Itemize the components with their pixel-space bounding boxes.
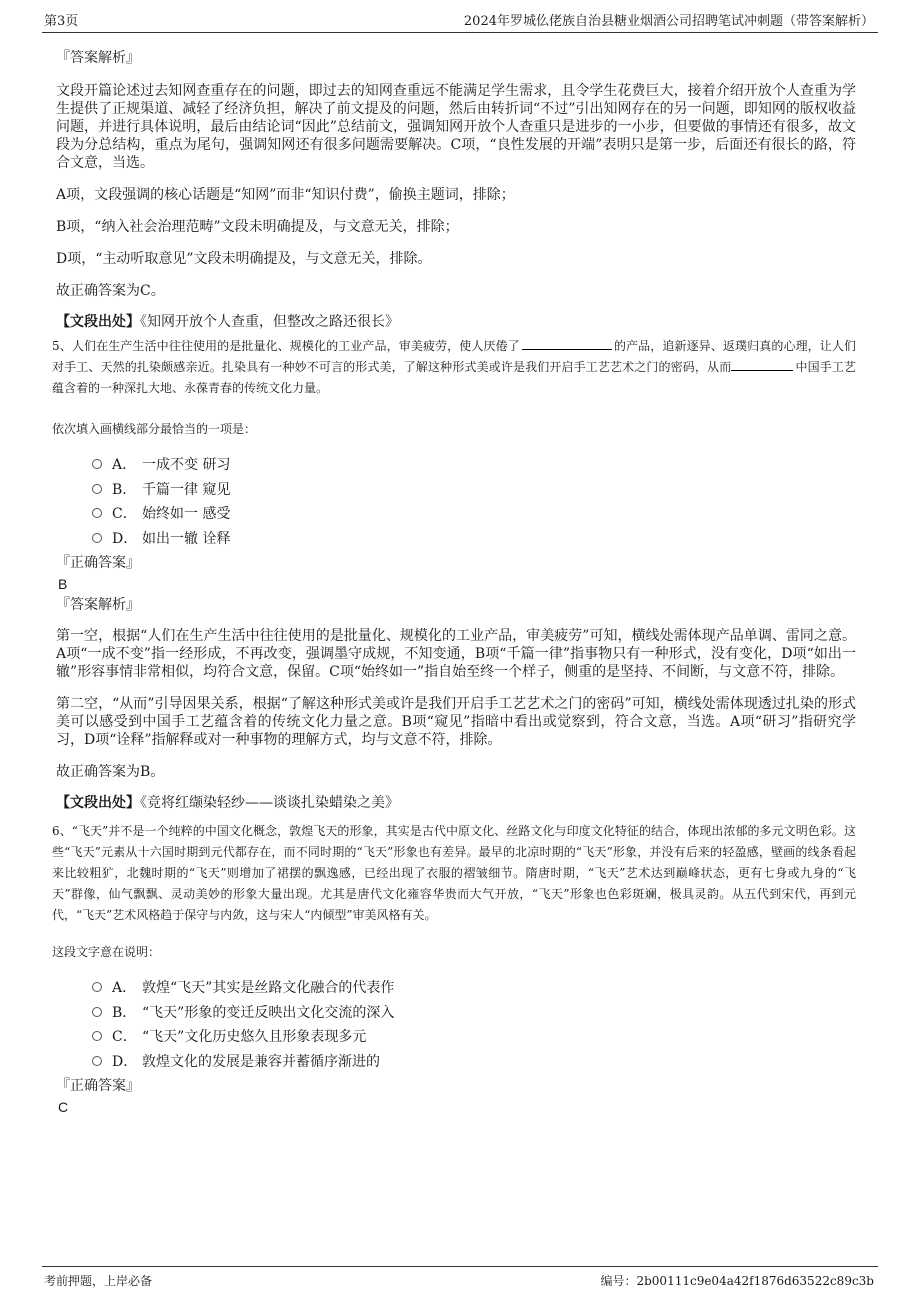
- option-text: 千篇一律 窥见: [142, 481, 231, 498]
- question-6-prompt: 这段文字意在说明：: [52, 945, 161, 959]
- option-letter: C．: [112, 506, 137, 522]
- question-6-stem: 6、“飞天”并不是一个纯粹的中国文化概念，敦煌飞天的形象，其实是古代中原文化、丝路文化与印度文化特征的结合，体现出浓郁的多元文明色彩。这些“飞天”元素从十六国时期到元代都存在，而不同时期的“飞天”形象也有差异。最早的北凉时期的“飞天”形象，并没有后来的轻盈感，壁画的线条看起来比较粗犷，北魏时期的“飞天”则增加了裙摆的飘逸感，已经出现了衣服的褶皱细节。隋唐时期，“飞天”艺术达到巅峰状态，更有七身或九身的“飞天”群像，仙气飘飘、灵动美妙的形象大量出现。尤其是唐代文化雍容华贵而大气开放，“飞天”形象也色彩斑斓，极具灵韵。从五代到宋代，再到元代，“飞天”艺术风格趋于保守与内敛，这与宋人“内倾型”审美风格有关。: [52, 824, 856, 922]
- radio-icon[interactable]: [92, 484, 102, 494]
- stem-text: 中国手工艺蕴含着的一种深扎大地、永葆青春的传统文化力量。: [52, 360, 856, 395]
- analysis-conclusion: 故正确答案为C。: [56, 283, 165, 299]
- option-d[interactable]: [92, 1050, 856, 1075]
- option-text: “飞天”文化历史悠久且形象表现多元: [142, 1029, 367, 1045]
- radio-icon[interactable]: [92, 533, 102, 543]
- option-d[interactable]: [92, 527, 856, 552]
- correct-answer: B: [58, 576, 68, 592]
- source-title: 《竞将红缬染轻纱——谈谈扎染蜡染之美》: [140, 795, 399, 811]
- correct-answer-label: 『正确答案』: [56, 555, 140, 571]
- source-line: [56, 793, 856, 813]
- option-text: 如出一辙 诠释: [142, 530, 231, 547]
- analysis-label: 『答案解析』: [56, 50, 140, 66]
- option-text: 一成不变 研习: [142, 457, 231, 473]
- fill-blank: [731, 358, 793, 371]
- radio-icon[interactable]: [92, 508, 102, 518]
- option-a[interactable]: [92, 453, 856, 478]
- radio-icon[interactable]: [92, 459, 102, 469]
- question-5-stem: [52, 336, 856, 399]
- analysis-paragraph: 文段开篇论述过去知网查重存在的问题，即过去的知网查重远不能满足学生需求，且令学生花费巨大，接着介绍开放个人查重为学生提供了正规渠道、减轻了经济负担，解决了前文提及的问题，然后由转折词“不过”引出知网存在的另一问题，即知网的版权收益问题，并进行具体说明，最后由结论词“因此”总结前文，强调知网开放个人查重只是进步的一小步，但要做的事情还有很多，故文段为分总结构，重点为尾句，强调知网还有很多问题需要解决。C项，“良性发展的开端”表明只是第一步，后面还有很长的路，符合文意，当选。: [56, 83, 856, 171]
- source-title: 《知网开放个人查重，但整改之路还很长》: [140, 314, 399, 330]
- analysis-paragraph: D项，“主动听取意见”文段未明确提及，与文意无关，排除。: [56, 251, 432, 267]
- option-letter: C．: [112, 1029, 137, 1045]
- page-footer: [42, 1266, 878, 1289]
- question-5-prompt: 依次填入画横线部分最恰当的一项是：: [52, 422, 257, 436]
- option-c[interactable]: [92, 1025, 856, 1050]
- fill-blank: [522, 337, 612, 350]
- option-letter: D．: [112, 530, 138, 547]
- stem-text: 5、人们在生产生活中往往使用的是批量化、规模化的工业产品，审美疲劳，使人厌倦了: [52, 339, 520, 353]
- option-letter: B．: [112, 1004, 137, 1021]
- option-text: 敦煌文化的发展是兼容并蓄循序渐进的: [142, 1053, 380, 1070]
- analysis-conclusion: 故正确答案为B。: [56, 764, 165, 780]
- page-number: 第3页: [44, 14, 79, 29]
- document-title: 2024年罗城仫佬族自治县糖业烟酒公司招聘笔试冲刺题（带答案解析）: [463, 14, 874, 29]
- option-letter: D．: [112, 1053, 138, 1070]
- option-text: 始终如一 感受: [142, 506, 231, 522]
- option-text: “飞天”形象的变迁反映出文化交流的深入: [142, 1004, 395, 1021]
- source-tag: 【文段出处】: [56, 795, 140, 811]
- correct-answer-label: 『正确答案』: [56, 1078, 140, 1094]
- radio-icon[interactable]: [92, 1056, 102, 1066]
- source-tag: 【文段出处】: [56, 314, 140, 330]
- option-c[interactable]: [92, 502, 856, 527]
- question-6-options: [92, 976, 856, 1074]
- question-5-options: [92, 453, 856, 551]
- analysis-label: 『答案解析』: [56, 597, 140, 613]
- analysis-paragraph: 第一空，根据“人们在生产生活中往往使用的是批量化、规模化的工业产品，审美疲劳”可知，横线处需体现产品单调、雷同之意。A项“一成不变”指一经形成，不再改变，强调墨守成规，不知变通，B项“千篇一律”指事物只有一种形式，没有变化，D项“如出一辙”形容事情非常相似，均符合文意，保留。C项“始终如一”指自始至终一个样子，侧重的是坚持、不间断，与文意不符，排除。: [56, 628, 856, 680]
- option-letter: B．: [112, 481, 137, 498]
- radio-icon[interactable]: [92, 1031, 102, 1041]
- analysis-paragraph: 第二空，“从而”引导因果关系，根据“了解这种形式美或许是我们开启手工艺艺术之门的密码”可知，横线处需体现透过扎染的形式美可以感受到中国手工艺蕴含着的传统文化力量之意。B项“窥见”指暗中看出或觉察到，符合文意，当选。A项“研习”指研究学习，D项“诠释”指解释或对一种事物的理解方式，均与文意不符，排除。: [56, 696, 856, 748]
- page-content: [52, 44, 856, 1116]
- option-a[interactable]: [92, 976, 856, 1001]
- option-b[interactable]: [92, 478, 856, 503]
- analysis-paragraph: A项，文段强调的核心话题是“知网”而非“知识付费”，偷换主题词，排除；: [56, 187, 515, 203]
- option-letter: A．: [112, 457, 137, 473]
- document-code: 编号：2b00111c9e04a42f1876d63522c89c3b: [600, 1274, 874, 1288]
- page-header: [42, 10, 878, 33]
- footer-note: 考前押题，上岸必备: [44, 1274, 153, 1288]
- option-b[interactable]: [92, 1001, 856, 1026]
- radio-icon[interactable]: [92, 1007, 102, 1017]
- analysis-paragraph: B项，“纳入社会治理范畴”文段未明确提及，与文意无关，排除；: [56, 219, 459, 235]
- correct-answer: C: [58, 1099, 69, 1115]
- option-letter: A．: [112, 980, 137, 996]
- option-text: 敦煌“飞天”其实是丝路文化融合的代表作: [142, 980, 395, 996]
- stem-text: 的产品，追新逐异、返璞归真的心理，让人们对手工、天然的扎染颇感亲近。扎染具有一种妙不可言的形式美，了解这种形式美或许是我们开启手工艺艺术之门的密码，从而: [52, 339, 856, 374]
- radio-icon[interactable]: [92, 982, 102, 992]
- source-line: [56, 312, 856, 332]
